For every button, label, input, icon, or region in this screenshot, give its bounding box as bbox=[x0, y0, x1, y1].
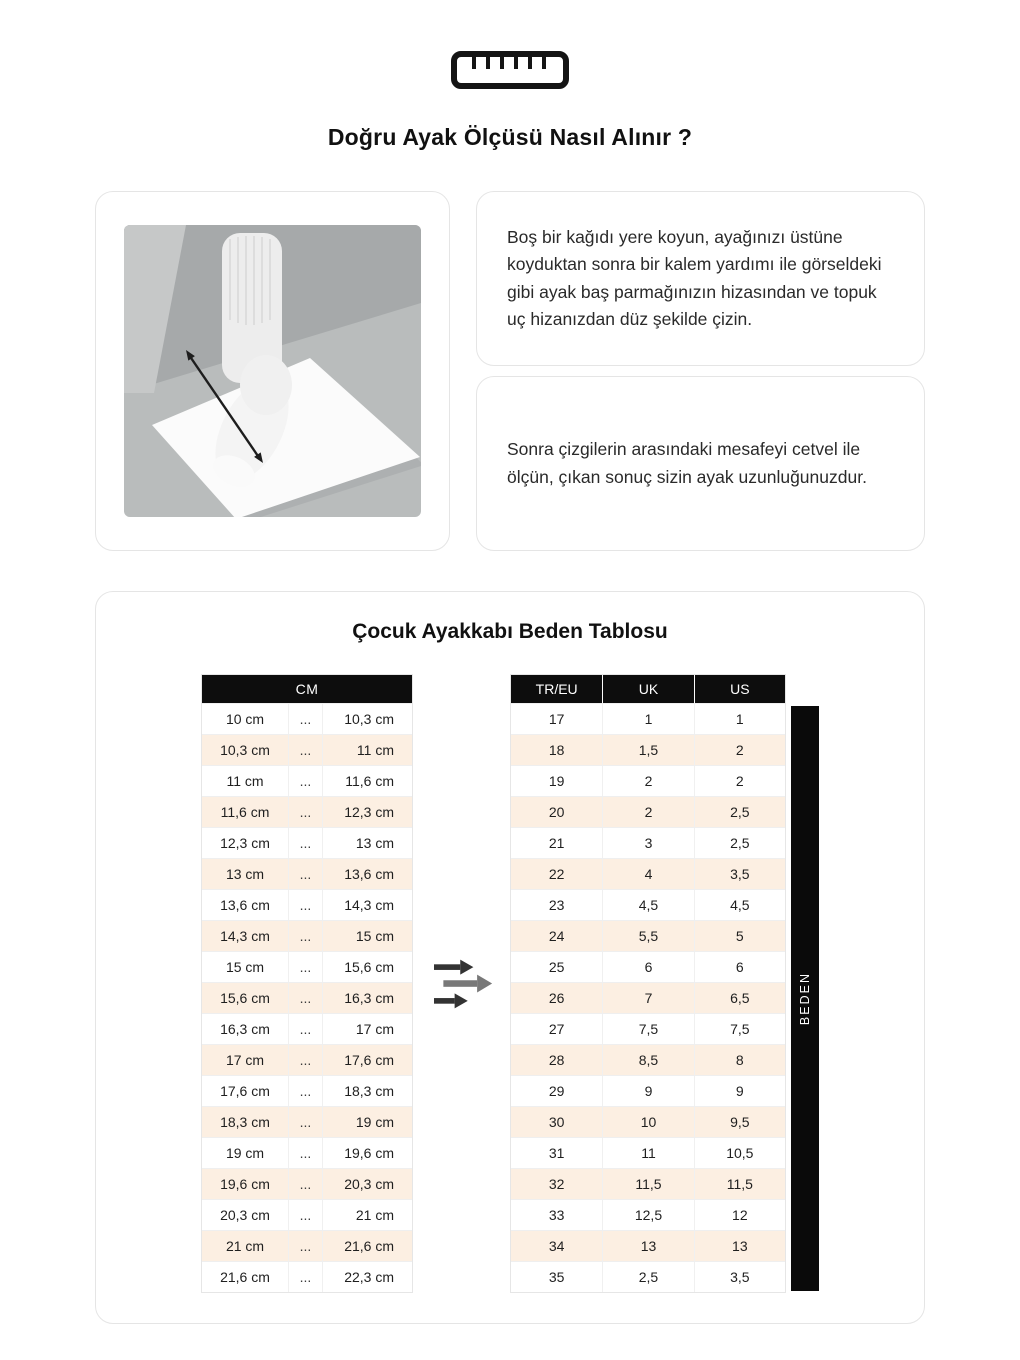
table-cell: 11 bbox=[602, 1138, 693, 1168]
table-cell: 5,5 bbox=[602, 921, 693, 951]
table-cell: 12,3 cm bbox=[220, 835, 270, 851]
table-cell: 30 bbox=[548, 1114, 565, 1130]
table-cell: 15,6 cm bbox=[220, 990, 270, 1006]
table-row bbox=[511, 1106, 785, 1137]
table-cell: ... bbox=[288, 859, 322, 889]
table-cell: 15 cm bbox=[322, 921, 414, 951]
table-cell: 34 bbox=[548, 1238, 565, 1254]
table-cell: 4 bbox=[602, 859, 693, 889]
table-cell: 2,5 bbox=[694, 797, 785, 827]
beden-axis-bar bbox=[791, 706, 819, 1291]
table-cell: 2 bbox=[694, 735, 785, 765]
instruction-card-1 bbox=[476, 191, 925, 366]
instructions-section bbox=[0, 191, 1020, 551]
size-table-body bbox=[511, 703, 785, 1292]
table-cell: 21,6 cm bbox=[322, 1231, 414, 1261]
table-cell: 9,5 bbox=[694, 1107, 785, 1137]
table-cell: 1 bbox=[602, 704, 693, 734]
table-cell: 25 bbox=[548, 959, 565, 975]
table-cell: 23 bbox=[548, 897, 565, 913]
table-cell: 22,3 cm bbox=[322, 1262, 414, 1292]
table-row bbox=[202, 1261, 412, 1292]
table-row bbox=[511, 703, 785, 734]
ruler-icon bbox=[0, 50, 1020, 90]
table-row bbox=[202, 734, 412, 765]
cm-table-body bbox=[202, 703, 412, 1292]
table-cell: 16,3 cm bbox=[220, 1021, 270, 1037]
table-row bbox=[202, 827, 412, 858]
header bbox=[0, 0, 1020, 151]
table-row bbox=[511, 827, 785, 858]
table-cell: ... bbox=[288, 797, 322, 827]
table-cell: 19 cm bbox=[322, 1107, 414, 1137]
table-cell: ... bbox=[288, 1107, 322, 1137]
table-cell: 11 cm bbox=[226, 773, 264, 789]
instruction-step-1: Boş bir kağıdı yere koyun, ayağınızı üstüne koyduktan sonra bir kalem yardımı ile görseldeki gibi ayak baş parmağınızın hizasından ve topuk uç hizanızdan düz şekilde çizin. bbox=[507, 227, 882, 329]
table-cell: 1,5 bbox=[602, 735, 693, 765]
table-cell: 7,5 bbox=[602, 1014, 693, 1044]
table-cell: ... bbox=[288, 952, 322, 982]
size-table bbox=[510, 674, 786, 1293]
table-row bbox=[202, 1168, 412, 1199]
table-cell: ... bbox=[288, 735, 322, 765]
table-row bbox=[511, 1199, 785, 1230]
table-cell: 13 cm bbox=[225, 866, 265, 882]
table-cell: 10,5 bbox=[694, 1138, 785, 1168]
table-row bbox=[202, 1044, 412, 1075]
table-cell: ... bbox=[288, 1262, 322, 1292]
table-cell: 2 bbox=[602, 797, 693, 827]
table-cell: 12,5 bbox=[602, 1200, 693, 1230]
table-cell: 2,5 bbox=[694, 828, 785, 858]
table-cell: 6,5 bbox=[694, 983, 785, 1013]
table-cell: 10 cm bbox=[225, 711, 265, 727]
table-cell: 13 bbox=[602, 1231, 693, 1261]
table-cell: 22 bbox=[548, 866, 565, 882]
table-row bbox=[511, 734, 785, 765]
table-row bbox=[202, 1013, 412, 1044]
table-cell: 3,5 bbox=[694, 859, 785, 889]
table-row bbox=[511, 920, 785, 951]
table-row bbox=[202, 1137, 412, 1168]
table-row bbox=[202, 1106, 412, 1137]
table-cell: 28 bbox=[548, 1052, 565, 1068]
table-cell: 5 bbox=[694, 921, 785, 951]
cm-table bbox=[201, 674, 413, 1293]
table-cell: 20,3 cm bbox=[220, 1207, 270, 1223]
page-title: Doğru Ayak Ölçüsü Nasıl Alınır ? bbox=[327, 124, 693, 150]
table-cell: 17,6 cm bbox=[220, 1083, 270, 1099]
arrows-right-icon bbox=[434, 956, 494, 1012]
table-cell: ... bbox=[288, 921, 322, 951]
table-cell: 15,6 cm bbox=[322, 952, 414, 982]
table-cell: 6 bbox=[602, 952, 693, 982]
table-row bbox=[511, 1230, 785, 1261]
table-cell: 12,3 cm bbox=[322, 797, 414, 827]
table-cell: 11,5 bbox=[694, 1169, 785, 1199]
size-table-wrap bbox=[510, 674, 819, 1293]
table-cell: 13 cm bbox=[322, 828, 414, 858]
table-cell: 3 bbox=[602, 828, 693, 858]
table-cell: 3,5 bbox=[694, 1262, 785, 1292]
table-cell: 19 bbox=[548, 773, 565, 789]
table-row bbox=[511, 951, 785, 982]
table-cell: 14,3 cm bbox=[322, 890, 414, 920]
table-cell: 19,6 cm bbox=[322, 1138, 414, 1168]
table-row bbox=[202, 920, 412, 951]
table-cell: 12 bbox=[694, 1200, 785, 1230]
table-cell: ... bbox=[288, 766, 322, 796]
table-row bbox=[202, 1199, 412, 1230]
table-cell: 1 bbox=[694, 704, 785, 734]
table-cell: 21 cm bbox=[322, 1200, 414, 1230]
header-tr-eu: TR/EU bbox=[511, 675, 602, 703]
table-row bbox=[202, 796, 412, 827]
table-row bbox=[202, 858, 412, 889]
table-cell: 32 bbox=[548, 1176, 565, 1192]
table-cell: ... bbox=[288, 1076, 322, 1106]
table-cell: 27 bbox=[548, 1021, 565, 1037]
table-cell: 19,6 cm bbox=[220, 1176, 270, 1192]
table-cell: 10,3 cm bbox=[322, 704, 414, 734]
table-cell: ... bbox=[288, 1200, 322, 1230]
table-cell: 19 cm bbox=[225, 1145, 265, 1161]
table-cell: 14,3 cm bbox=[220, 928, 270, 944]
table-cell: 17 cm bbox=[225, 1052, 265, 1068]
table-cell: 7,5 bbox=[694, 1014, 785, 1044]
table-cell: 18,3 cm bbox=[322, 1076, 414, 1106]
foot-measurement-photo bbox=[124, 225, 421, 517]
table-row bbox=[202, 951, 412, 982]
table-cell: ... bbox=[288, 1138, 322, 1168]
table-row bbox=[202, 703, 412, 734]
table-cell: 10,3 cm bbox=[220, 742, 270, 758]
table-cell: 9 bbox=[602, 1076, 693, 1106]
table-cell: 20 bbox=[548, 804, 565, 820]
table-cell: 17,6 cm bbox=[322, 1045, 414, 1075]
header-us: US bbox=[694, 675, 785, 703]
table-cell: 29 bbox=[548, 1083, 565, 1099]
table-row bbox=[511, 982, 785, 1013]
size-table-header bbox=[511, 675, 785, 703]
table-cell: 11 cm bbox=[322, 735, 414, 765]
table-row bbox=[511, 1013, 785, 1044]
table-row bbox=[202, 982, 412, 1013]
table-cell: ... bbox=[288, 1231, 322, 1261]
table-cell: 2 bbox=[602, 766, 693, 796]
table-row bbox=[511, 858, 785, 889]
table-cell: 21 cm bbox=[225, 1238, 265, 1254]
table-cell: 9 bbox=[694, 1076, 785, 1106]
table-cell: 18,3 cm bbox=[220, 1114, 270, 1130]
table-cell: 26 bbox=[548, 990, 565, 1006]
table-cell: ... bbox=[288, 828, 322, 858]
instruction-cards bbox=[476, 191, 925, 551]
instruction-card-2 bbox=[476, 376, 925, 551]
table-cell: 33 bbox=[548, 1207, 565, 1223]
table-cell: 15 cm bbox=[225, 959, 265, 975]
table-cell: ... bbox=[288, 1045, 322, 1075]
table-row bbox=[511, 796, 785, 827]
table-cell: 13 bbox=[694, 1231, 785, 1261]
table-row bbox=[511, 1137, 785, 1168]
table-row bbox=[511, 1261, 785, 1292]
size-table-title: Çocuk Ayakkabı Beden Tablosu bbox=[352, 620, 668, 643]
cm-table-header: CM bbox=[202, 675, 412, 703]
size-tables bbox=[96, 674, 924, 1293]
table-row bbox=[511, 1168, 785, 1199]
table-row bbox=[202, 1230, 412, 1261]
table-row bbox=[202, 1075, 412, 1106]
foot-photo-card bbox=[95, 191, 450, 551]
table-cell: 11,5 bbox=[602, 1169, 693, 1199]
table-cell: 17 bbox=[548, 711, 565, 727]
table-cell: 31 bbox=[548, 1145, 565, 1161]
table-cell: 13,6 cm bbox=[322, 859, 414, 889]
table-cell: 8 bbox=[694, 1045, 785, 1075]
table-row bbox=[511, 1075, 785, 1106]
beden-label: BEDEN bbox=[798, 971, 812, 1026]
table-cell: 13,6 cm bbox=[220, 897, 270, 913]
header-uk: UK bbox=[602, 675, 693, 703]
table-row bbox=[511, 1044, 785, 1075]
table-cell: ... bbox=[288, 983, 322, 1013]
table-cell: ... bbox=[288, 1014, 322, 1044]
table-cell: 2 bbox=[694, 766, 785, 796]
table-cell: 18 bbox=[548, 742, 565, 758]
table-cell: ... bbox=[288, 704, 322, 734]
table-cell: 4,5 bbox=[602, 890, 693, 920]
table-cell: 4,5 bbox=[694, 890, 785, 920]
table-row bbox=[511, 889, 785, 920]
table-row bbox=[202, 889, 412, 920]
instruction-step-2: Sonra çizgilerin arasındaki mesafeyi cetvel ile ölçün, çıkan sonuç sizin ayak uzunluğunuzdur. bbox=[507, 439, 867, 487]
table-cell: 16,3 cm bbox=[322, 983, 414, 1013]
table-row bbox=[511, 765, 785, 796]
table-cell: 6 bbox=[694, 952, 785, 982]
table-cell: 24 bbox=[548, 928, 565, 944]
table-cell: 11,6 cm bbox=[322, 766, 414, 796]
table-cell: 21,6 cm bbox=[220, 1269, 270, 1285]
table-cell: 10 bbox=[602, 1107, 693, 1137]
table-cell: 21 bbox=[548, 835, 565, 851]
table-cell: 2,5 bbox=[602, 1262, 693, 1292]
size-table-card bbox=[95, 591, 925, 1324]
table-cell: ... bbox=[288, 890, 322, 920]
table-cell: 20,3 cm bbox=[322, 1169, 414, 1199]
table-cell: 8,5 bbox=[602, 1045, 693, 1075]
table-cell: ... bbox=[288, 1169, 322, 1199]
table-row bbox=[202, 765, 412, 796]
table-cell: 7 bbox=[602, 983, 693, 1013]
table-cell: 35 bbox=[548, 1269, 565, 1285]
table-cell: 17 cm bbox=[322, 1014, 414, 1044]
table-cell: 11,6 cm bbox=[220, 804, 270, 820]
